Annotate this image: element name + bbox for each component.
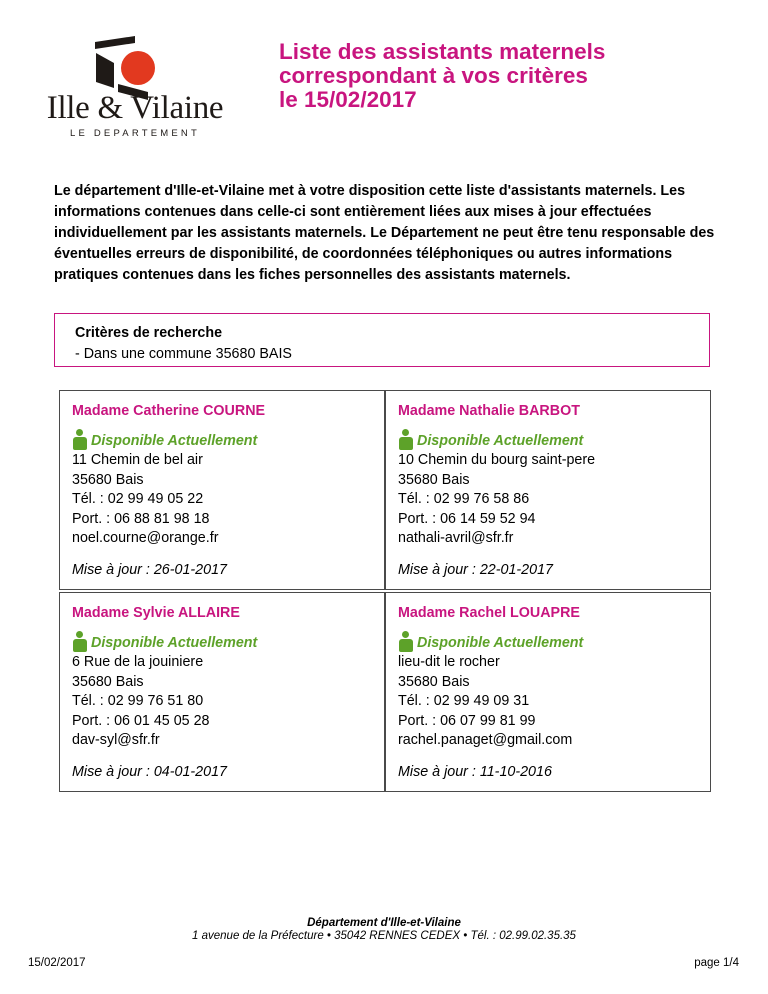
person-icon xyxy=(398,429,414,451)
footer-date: 15/02/2017 xyxy=(28,957,86,969)
person-icon xyxy=(72,429,88,451)
phone-line: Tél. : 02 99 76 58 86 xyxy=(398,491,530,507)
logo-subtitle: LE DEPARTEMENT xyxy=(70,128,200,139)
mobile-line: Port. : 06 07 99 81 99 xyxy=(398,712,536,729)
criteria-value: - Dans une commune 35680 BAIS xyxy=(75,346,292,362)
assistant-card xyxy=(385,390,711,590)
update-date: Mise à jour : 26-01-2017 xyxy=(72,562,227,578)
update-date: Mise à jour : 11-10-2016 xyxy=(398,764,552,780)
criteria-title: Critères de recherche xyxy=(75,325,223,341)
assistant-card xyxy=(59,592,385,792)
availability-label: Disponible Actuellement xyxy=(417,634,584,651)
email-line: rachel.panaget@gmail.com xyxy=(398,732,573,748)
assistant-card xyxy=(59,390,385,590)
mobile-line: Port. : 06 88 81 98 18 xyxy=(72,510,210,527)
email-line: nathali-avril@sfr.fr xyxy=(398,530,514,546)
assistant-name: Madame Rachel LOUAPRE xyxy=(398,605,580,621)
address-line: 11 Chemin de bel air xyxy=(72,452,203,468)
phone-line: Tél. : 02 99 49 05 22 xyxy=(72,491,204,507)
title-line-2: correspondant à vos critères xyxy=(279,63,588,88)
footer-organization: Département d'Ille-et-Vilaine xyxy=(307,917,461,929)
search-criteria-box xyxy=(54,313,710,367)
city-line: 35680 Bais xyxy=(398,673,470,690)
email-line: dav-syl@sfr.fr xyxy=(72,732,160,748)
update-date: Mise à jour : 22-01-2017 xyxy=(398,562,553,578)
update-date: Mise à jour : 04-01-2017 xyxy=(72,764,227,780)
availability-status xyxy=(72,429,384,451)
address-line: 6 Rue de la jouiniere xyxy=(72,654,204,670)
assistant-name: Madame Catherine COURNE xyxy=(72,403,266,419)
address-line: lieu-dit le rocher xyxy=(398,654,500,670)
page-title xyxy=(279,40,739,112)
person-icon xyxy=(398,631,414,653)
mobile-line: Port. : 06 14 59 52 94 xyxy=(398,510,536,527)
assistant-card xyxy=(385,592,711,792)
person-icon xyxy=(72,631,88,653)
address-line: 10 Chemin du bourg saint-pere xyxy=(398,452,596,468)
phone-line: Tél. : 02 99 76 51 80 xyxy=(72,693,204,709)
title-line-3: le 15/02/2017 xyxy=(279,87,417,112)
email-line: noel.courne@orange.fr xyxy=(72,530,219,546)
availability-status xyxy=(72,631,384,653)
city-line: 35680 Bais xyxy=(72,471,144,488)
phone-line: Tél. : 02 99 49 09 31 xyxy=(398,693,530,709)
city-line: 35680 Bais xyxy=(398,471,470,488)
availability-label: Disponible Actuellement xyxy=(91,634,258,651)
availability-status xyxy=(398,631,710,653)
page-number: page 1/4 xyxy=(694,957,739,969)
title-line-1: Liste des assistants maternels xyxy=(279,39,606,64)
footer-address: 1 avenue de la Préfecture • 35042 RENNES CEDEX • Tél. : 02.99.02.35.35 xyxy=(192,930,576,942)
availability-label: Disponible Actuellement xyxy=(91,432,258,449)
logo-wordmark: Ille & Vilaine xyxy=(46,90,224,126)
assistant-name: Madame Nathalie BARBOT xyxy=(398,403,580,419)
city-line: 35680 Bais xyxy=(72,673,144,690)
assistant-name: Madame Sylvie ALLAIRE xyxy=(72,605,240,621)
intro-paragraph: Le département d'Ille-et-Vilaine met à votre disposition cette liste d'assistants maternels. Les informations contenues dans celle-ci sont entièrement liées aux mises à jour effectuées individuellement par les assistants maternels. Le Département ne peut être tenu responsable des éventuelles erreurs de disponibilité, de coordonnées téléphoniques ou autres informations pratiques contenues dans les fiches personnelles des assistants maternels. xyxy=(54,183,715,283)
availability-label: Disponible Actuellement xyxy=(417,432,584,449)
mobile-line: Port. : 06 01 45 05 28 xyxy=(72,712,210,729)
availability-status xyxy=(398,429,710,451)
